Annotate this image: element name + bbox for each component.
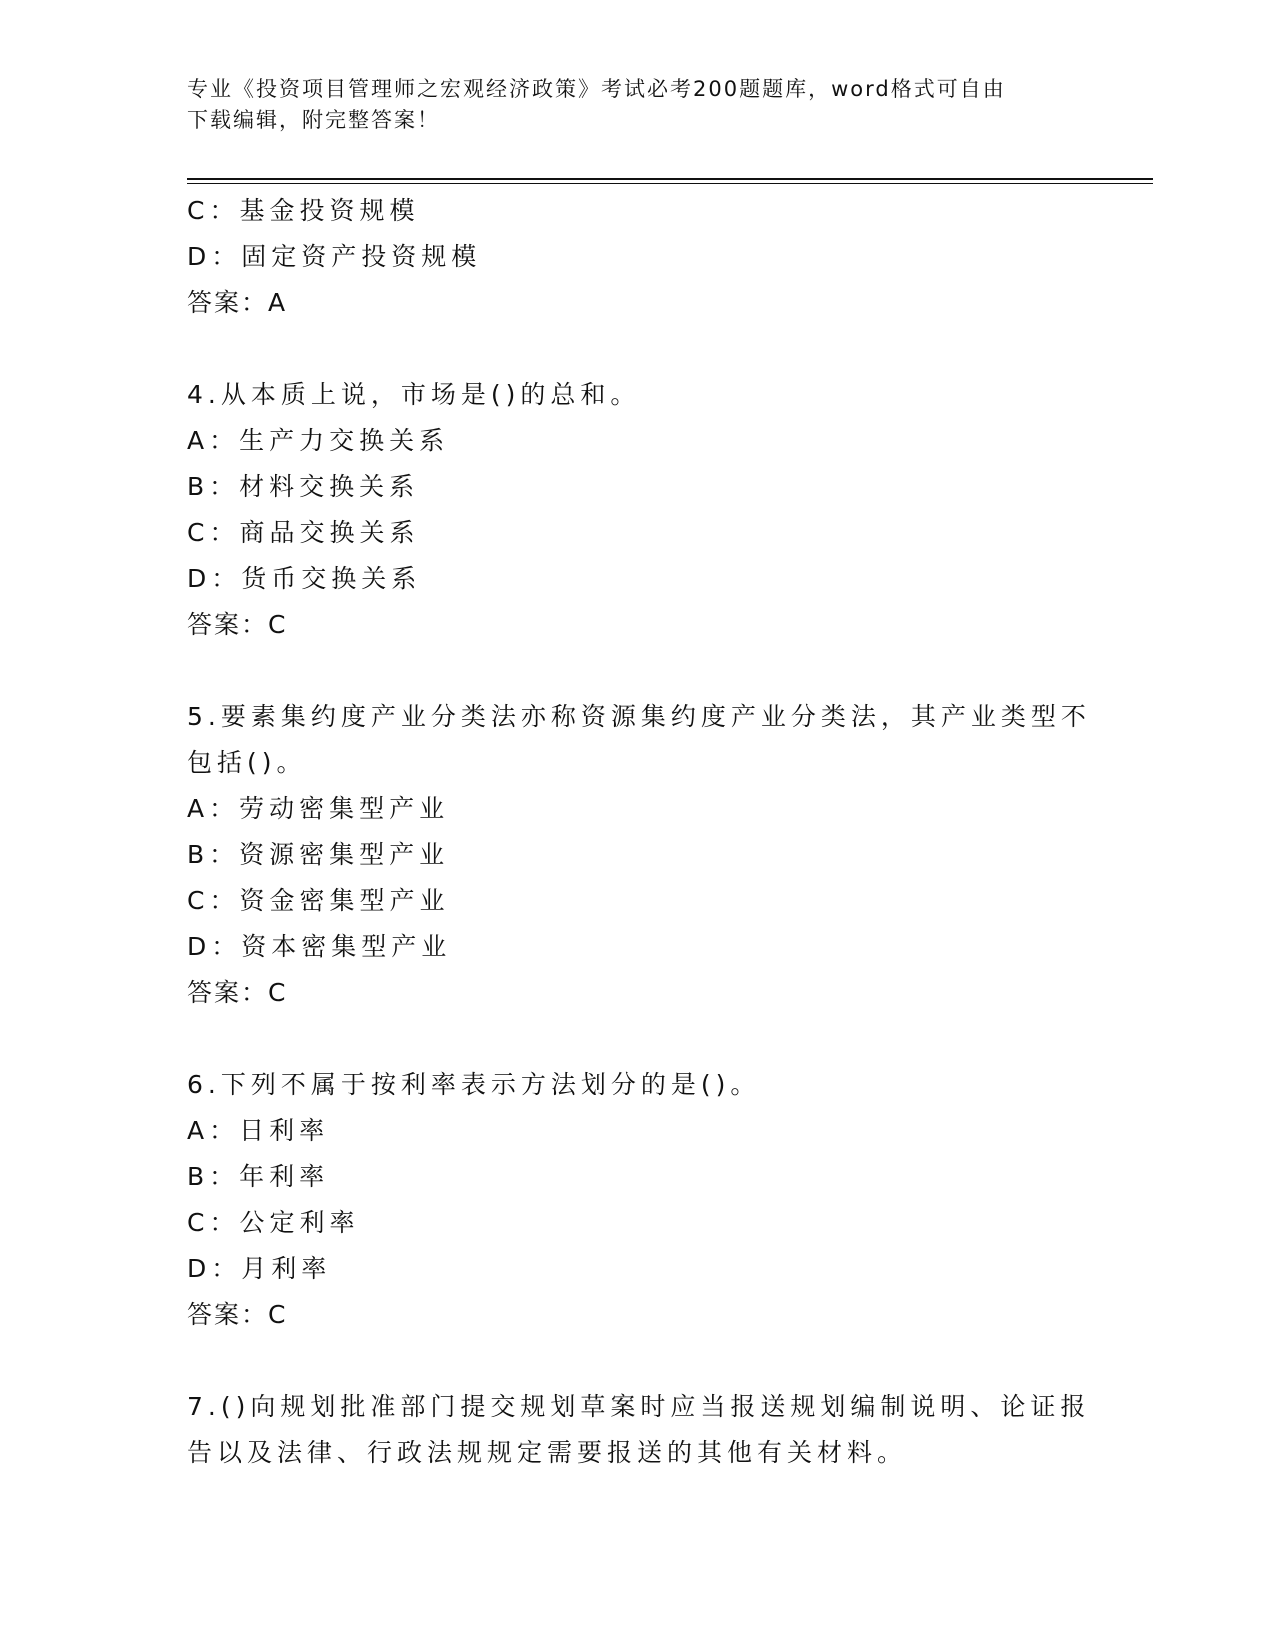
answer-line: 答案：C	[187, 610, 288, 639]
document-header	[187, 74, 1087, 136]
header-rule-thick	[187, 178, 1153, 180]
question-text: 7.()向规划批准部门提交规划草案时应当报送规划编制说明、论证报	[187, 1392, 1091, 1421]
option-b: B：材料交换关系	[187, 472, 420, 501]
spacer	[187, 1016, 1087, 1062]
spacer	[187, 1338, 1087, 1384]
question-text: 6.下列不属于按利率表示方法划分的是()。	[187, 1070, 761, 1099]
option-a: A：生产力交换关系	[187, 426, 450, 455]
question-4	[187, 372, 1087, 648]
header-rule-thin	[187, 183, 1153, 184]
document-body	[187, 188, 1091, 1476]
option-d: D：月利率	[187, 1254, 332, 1283]
option-b: B：资源密集型产业	[187, 840, 450, 869]
option-c: C：公定利率	[187, 1208, 360, 1237]
option-a: A：劳动密集型产业	[187, 794, 450, 823]
option-a: A：日利率	[187, 1116, 330, 1145]
question-text: 5.要素集约度产业分类法亦称资源集约度产业分类法，其产业类型不	[187, 702, 1091, 731]
spacer	[187, 648, 1087, 694]
spacer	[187, 326, 1087, 372]
option-d: D：固定资产投资规模	[187, 242, 482, 271]
answer-line: 答案：C	[187, 978, 288, 1007]
header-line-2: 下载编辑，附完整答案！	[187, 108, 440, 132]
question-6	[187, 1062, 1087, 1338]
option-d: D：货币交换关系	[187, 564, 422, 593]
question-text-cont: 告以及法律、行政法规规定需要报送的其他有关材料。	[187, 1438, 908, 1467]
question-text: 4.从本质上说，市场是()的总和。	[187, 380, 641, 409]
header-line-1: 专业《投资项目管理师之宏观经济政策》考试必考200题题库，word格式可自由	[187, 77, 1006, 101]
answer-line: 答案：C	[187, 1300, 288, 1329]
option-c: C：资金密集型产业	[187, 886, 450, 915]
question-text-cont: 包括()。	[187, 748, 307, 777]
option-d: D：资本密集型产业	[187, 932, 452, 961]
question-5	[187, 694, 1091, 1016]
question-7	[187, 1384, 1091, 1476]
answer-line: 答案：A	[187, 288, 288, 317]
option-c: C：商品交换关系	[187, 518, 420, 547]
option-c: C：基金投资规模	[187, 196, 420, 225]
question-3-continued	[187, 188, 1087, 326]
option-b: B：年利率	[187, 1162, 330, 1191]
